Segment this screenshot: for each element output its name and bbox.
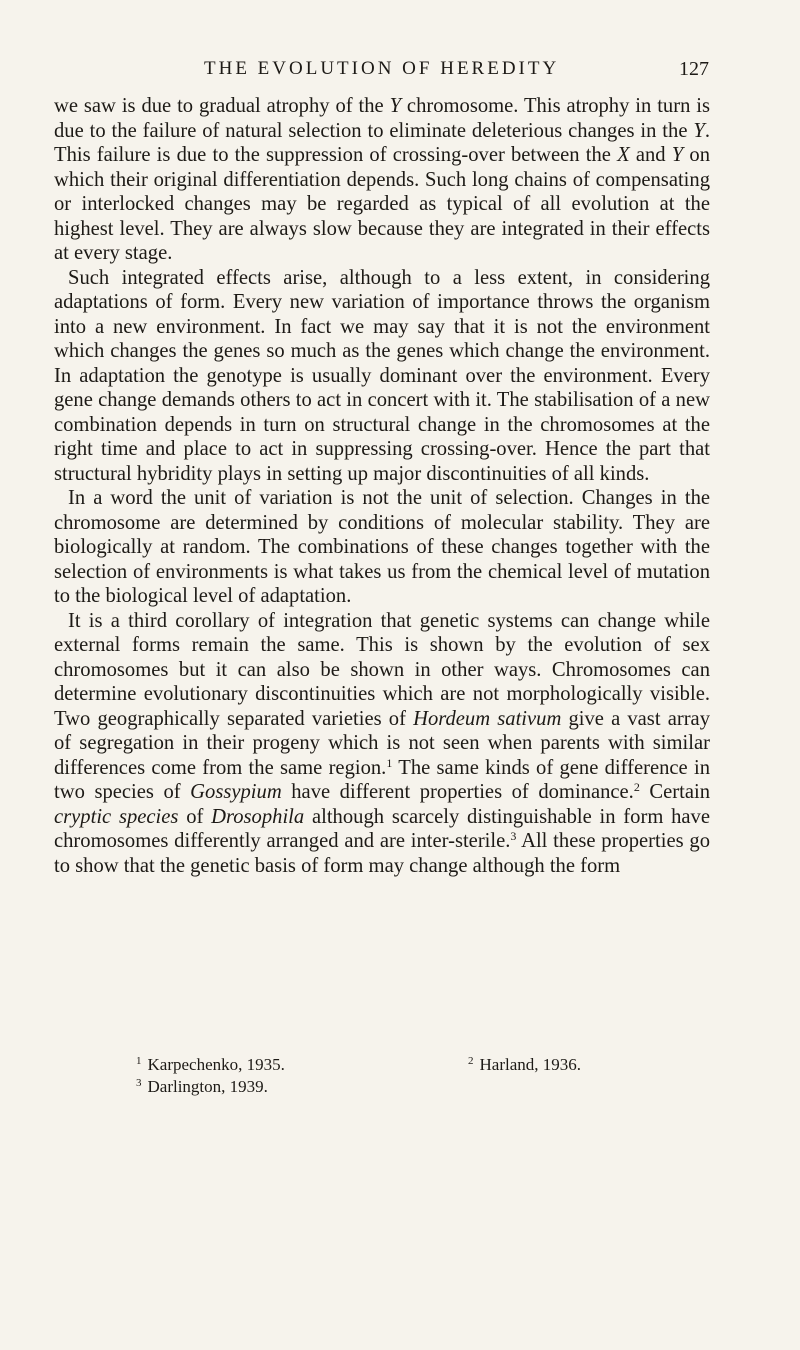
italic-run: Drosophila: [211, 805, 305, 828]
paragraph-4: [54, 609, 710, 879]
text-run: . This failure is due to the suppression of crossing-over between the: [54, 119, 710, 166]
footnote-mark: 2: [468, 1055, 474, 1067]
italic-run: cryptic species: [54, 805, 179, 828]
footnote-1: [136, 1054, 285, 1075]
italic-run: Y: [389, 95, 402, 117]
body-text: [54, 94, 710, 878]
italic-run: Y: [693, 119, 705, 142]
text-run: Certain: [639, 781, 711, 803]
italic-run: Y: [671, 144, 684, 166]
text-run: although scarcely distinguishable in form have chromosomes differently arranged and are inter-sterile.: [54, 805, 710, 852]
paragraph-1: [54, 94, 710, 266]
italic-run: Gossypium: [190, 781, 282, 803]
footnote-2: [468, 1054, 581, 1075]
text-run: chromosome. This atrophy in turn is due to the failure of natural selection to eliminate deleterious changes in the: [54, 95, 710, 142]
running-title: THE EVOLUTION OF HEREDITY: [204, 58, 560, 79]
footnote-ref: 2: [633, 780, 640, 794]
italic-run: X: [617, 144, 630, 166]
text-run: All these properties go to show that the genetic basis of form may change although the form: [54, 830, 710, 877]
text-run: give a vast array of segregation in their progeny which is not seen when parents with similar differences come from the same region.: [54, 707, 710, 779]
text-run: have different properties of dominance.: [281, 781, 634, 803]
footnote-mark: 1: [136, 1055, 142, 1067]
text-run: of: [178, 805, 212, 828]
footnote-text: Darlington, 1939.: [147, 1077, 268, 1096]
text-run: The same kinds of gene difference in two species of: [54, 756, 710, 803]
paragraph-3: In a word the unit of variation is not the unit of selection. Changes in the chromosome are determined by conditions of molecular stability. They are biologically at random. The combinations of these changes together with the selection of environments is what takes us from the chemical level of mutation to the biological level of adaptation.: [54, 487, 710, 607]
footnote-text: Harland, 1936.: [479, 1055, 582, 1074]
paragraph-2: Such integrated effects arise, although to a less extent, in considering adaptations of form. Every new variation of importance throws the organism into a new environment. In fact we may say that it is not the environment which changes the genes so much as the genes which change the environment. In adaptation the genotype is usually dominant over the environment. Every gene change demands others to act in concert with it. The stabilisation of a new combination depends in turn on structural change in the chromosomes at the right time and place to act in suppressing crossing-over. Hence the part that structural hybridity plays in setting up major discontinuities of all kinds.: [54, 266, 710, 485]
footnote-text: Karpechenko, 1935.: [147, 1055, 285, 1074]
footnote-mark: 3: [136, 1077, 142, 1089]
text-run: on which their original differentiation depends. Such long chains of compensating or interlocked changes may be regarded as typical of all evolution at the highest level. They are always slow because they are integrated in their effects at every stage.: [54, 144, 711, 264]
page-number: 127: [679, 58, 709, 80]
text-run: It is a third corollary of integration that genetic systems can change while external forms remain the same. This is shown by the evolution of sex chromosomes but it can also be shown in other ways. Chromosomes can determine evolutionary discontinuities which are not morphologically visible. Two geographically separated varieties of: [54, 609, 710, 730]
text-run: and: [629, 144, 672, 166]
italic-run: Hordeum sativum: [413, 707, 562, 730]
footnote-ref: 3: [510, 829, 517, 843]
footnote-ref: 1: [386, 755, 393, 770]
page-header: [54, 58, 709, 88]
text-run: we saw is due to gradual atrophy of the: [54, 95, 390, 117]
footnote-3: [136, 1076, 268, 1097]
